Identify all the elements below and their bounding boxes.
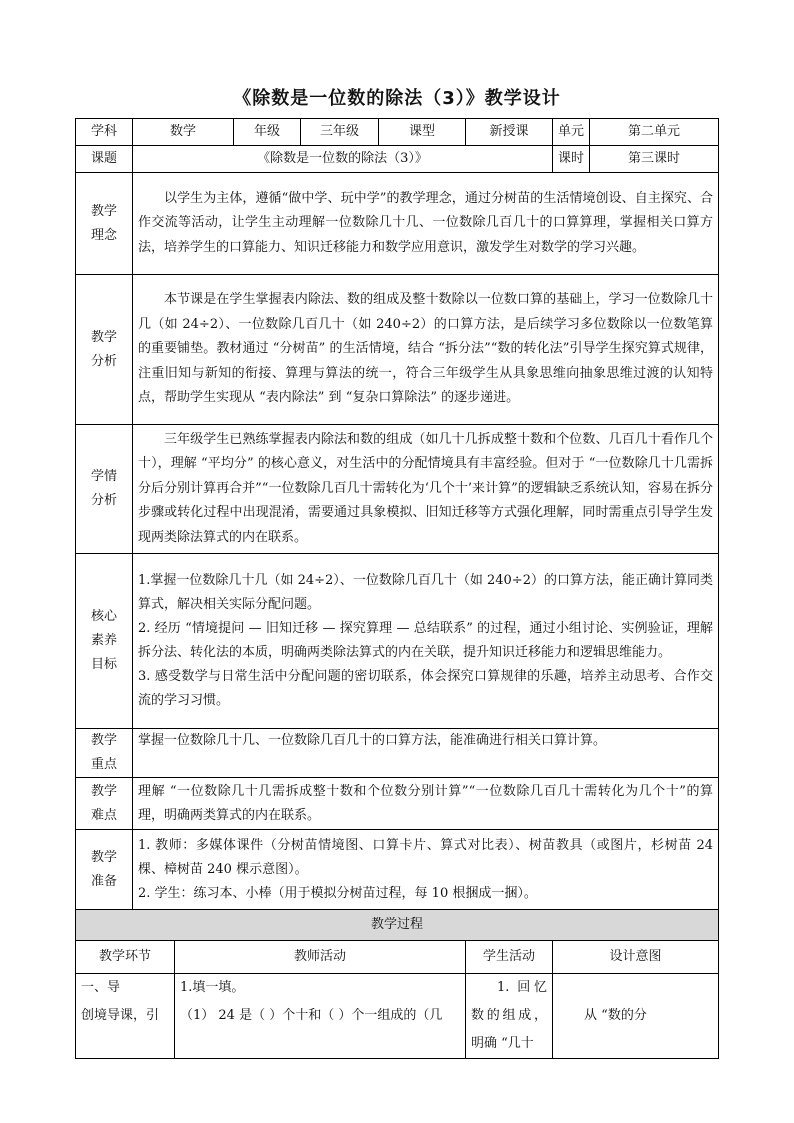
difficulty-row xyxy=(76,778,719,830)
grade-label: 年级 xyxy=(234,119,301,146)
key-row xyxy=(76,729,719,778)
intent-text: 从 “数的分 xyxy=(584,1008,647,1023)
analysis-label-text: 教学 分析 xyxy=(90,329,117,369)
analysis-label xyxy=(76,275,133,425)
concept-label xyxy=(76,173,133,275)
stage-cell xyxy=(76,974,175,1059)
period-value: 第三课时 xyxy=(590,146,719,173)
difficulty-label-text: 教学 难点 xyxy=(90,783,117,823)
goals-label-text: 核心 素养 目标 xyxy=(90,609,117,672)
goal-item: 3. 感受数学与日常生活中分配问题的密切联系，体会探究口算规律的乐趣，培养主动思考、合作交流的学习习惯。 xyxy=(138,669,714,708)
lesson-label: 课题 xyxy=(76,146,133,173)
analysis-cell xyxy=(133,275,719,425)
prep-label-text: 教学 准备 xyxy=(90,849,117,889)
column-stage: 教学环节 xyxy=(76,941,175,974)
prep-row xyxy=(76,830,719,910)
prep-label xyxy=(76,830,133,910)
column-teacher: 教师活动 xyxy=(175,941,466,974)
unit-label: 单元 xyxy=(553,119,590,146)
concept-label-text: 教学 理念 xyxy=(90,203,117,243)
stage-text: 一、导 创境导课，引 xyxy=(81,980,160,1023)
process-header-row xyxy=(76,910,719,941)
unit-value: 第二单元 xyxy=(590,119,719,146)
student-activity-cell xyxy=(466,974,553,1059)
grade-value: 三年级 xyxy=(301,119,379,146)
document-title: 《除数是一位数的除法（3）》教学设计 xyxy=(233,88,561,109)
column-student: 学生活动 xyxy=(466,941,553,974)
concept-text: 以学生为主体，遵循“做中学、玩中学”的教学理念，通过分树苗的生活情境创设、自主探究、合作交流等活动，让学生主动理解一位数除几十几、一位数除几百几十的口算算理，掌握相关口算方法，培养学生的口算能力、知识迁移能力和数学应用意识，激发学生对数学的学习兴趣。 xyxy=(138,190,714,255)
process-header: 教学过程 xyxy=(76,910,719,941)
subject-value: 数学 xyxy=(133,119,234,146)
process-row xyxy=(76,974,719,1059)
column-intent: 设计意图 xyxy=(553,941,719,974)
period-label: 课时 xyxy=(553,146,590,173)
student-activity-text: 1. 回忆数的组成，明确 “几十 xyxy=(471,980,548,1051)
lesson-type-value: 新授课 xyxy=(466,119,553,146)
teacher-text: 1.填一填。 （1） 24 是（ ）个十和（ ）个一组成的（几 xyxy=(180,980,443,1023)
goals-cell xyxy=(133,554,719,729)
prep-item: 2. 学生：练习本、小棒（用于模拟分树苗过程，每 10 根捆成一捆）。 xyxy=(138,885,537,901)
process-columns-row xyxy=(76,941,719,974)
student-cell xyxy=(133,425,719,554)
difficulty-cell xyxy=(133,778,719,830)
goal-item: 2. 经历 “情境提问 — 旧知迁移 — 探究算理 — 总结联系” 的过程，通过小组讨论、实例验证，理解拆分法、转化法的本质，明确两类除法算式的内在关联，提升知识迁移能力和逻辑思维能力。 xyxy=(138,621,714,660)
goals-row xyxy=(76,554,719,729)
student-text: 三年级学生已熟练掌握表内除法和数的组成（如几十几拆成整十数和个位数、几百几十看作几个十），理解 “平均分” 的核心意义，对生活中的分配情境具有丰富经验。但对于 “一位数除几十几需拆分后分别计算再合并”“一位数除几百几十需转化为‘几个十’来计算”的逻辑缺乏系统认知，容易在拆分步骤或转化过程中出现混淆，需要通过具象模拟、旧知迁移等方式强化理解，同时需重点引导学生发现两类除法算式的内在联系。 xyxy=(138,431,714,545)
prep-item: 1. 教师：多媒体课件（分树苗情境图、口算卡片、算式对比表）、树苗教具（或图片，杉树苗 24 棵、樟树苗 240 棵示意图）。 xyxy=(138,837,714,877)
lesson-type-label: 课型 xyxy=(379,119,466,146)
student-row xyxy=(76,425,719,554)
concept-row xyxy=(76,173,719,275)
goal-item: 1.掌握一位数除几十几（如 24÷2）、一位数除几百几十（如 240÷2）的口算方法，能正确计算同类算式，解决相关实际分配问题。 xyxy=(138,573,714,612)
lesson-plan-table xyxy=(75,118,719,1059)
difficulty-text: 理解 “一位数除几十几需拆成整十数和个位数分别计算”“一位数除几百几十需转化为几个十”的算理，明确两类算式的内在联系。 xyxy=(138,783,714,823)
key-label-text: 教学 重点 xyxy=(90,733,117,772)
key-text: 掌握一位数除几十几、一位数除几百几十的口算方法，能准确进行相关口算计算。 xyxy=(138,733,607,748)
analysis-row xyxy=(76,275,719,425)
student-label xyxy=(76,425,133,554)
lesson-value: 《除数是一位数的除法（3）》 xyxy=(133,146,553,173)
key-label xyxy=(76,729,133,778)
info-row-1 xyxy=(76,119,719,146)
concept-cell xyxy=(133,173,719,275)
analysis-text: 本节课是在学生掌握表内除法、数的组成及整十数除以一位数口算的基础上，学习一位数除几十几（如 24÷2）、一位数除几百几十（如 240÷2）的口算方法，是后续学习多位数除以一位数笔算的重要铺垫。教材通过 “分树苗” 的生活情境，结合 “拆分法”“数的转化法”引导学生探究算式规律，注重旧知与新知的衔接、算理与算法的统一，符合三年级学生从具象思维向抽象思维过渡的认知特点，帮助学生实现从 “表内除法” 到 “复杂口算除法” 的逐步递进。 xyxy=(138,292,714,406)
intent-cell xyxy=(553,974,719,1059)
difficulty-label xyxy=(76,778,133,830)
prep-cell xyxy=(133,830,719,910)
teacher-cell xyxy=(175,974,466,1059)
info-row-2 xyxy=(76,146,719,173)
student-label-text: 学情 分析 xyxy=(90,469,117,508)
goals-label xyxy=(76,554,133,729)
subject-label: 学科 xyxy=(76,119,133,146)
key-cell xyxy=(133,729,719,778)
